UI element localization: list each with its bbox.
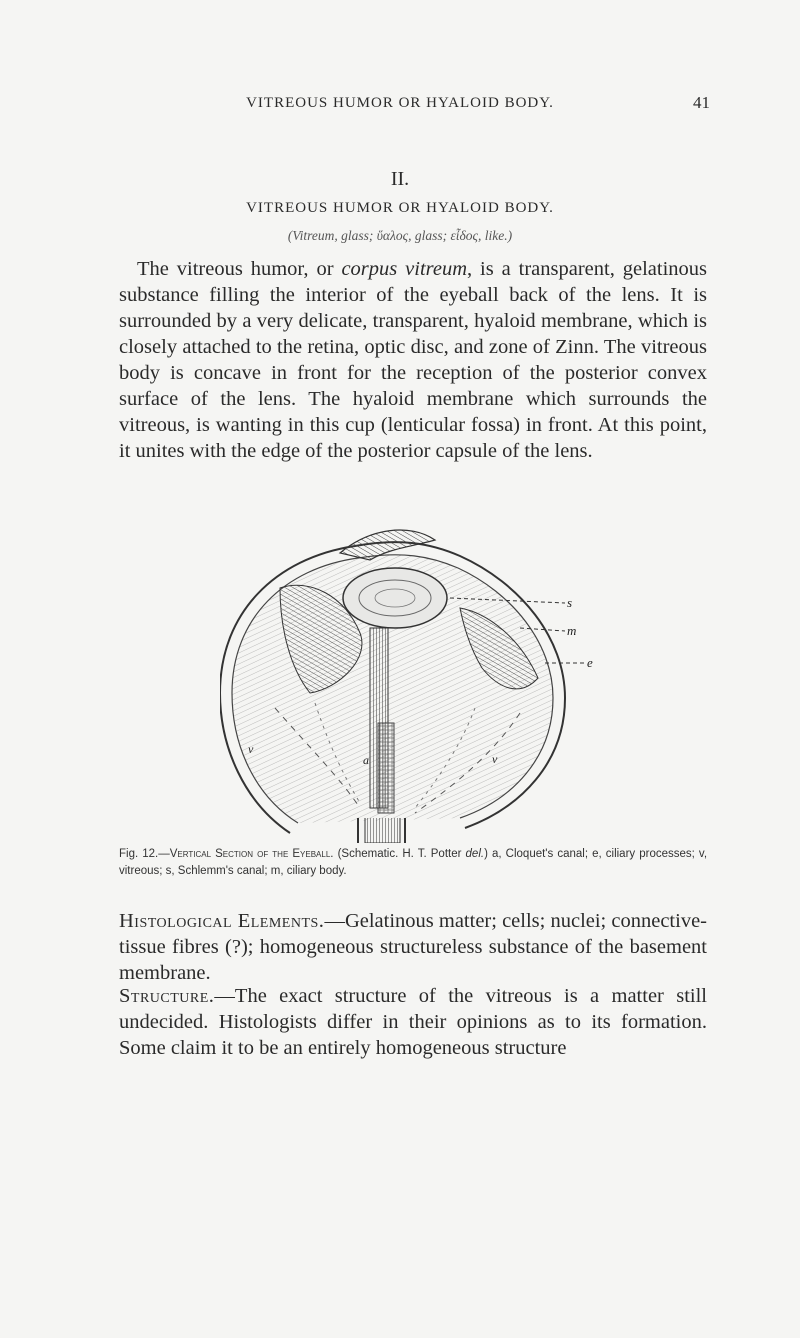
- running-head: [0, 95, 800, 119]
- chapter-title: VITREOUS HUMOR OR HYALOID BODY.: [246, 200, 554, 216]
- intro-paragraph: [119, 256, 707, 464]
- label-v-right: v: [492, 752, 498, 766]
- intro-part1: The vitreous humor, or: [137, 258, 342, 280]
- label-m: m: [567, 623, 577, 638]
- figure-caption: [119, 846, 707, 880]
- label-s: s: [567, 595, 573, 610]
- caption-fig: Fig. 12.—: [119, 848, 170, 860]
- etymology-line: (Vitreum, glass; ὕαλος, glass; εἶδος, like.): [287, 228, 513, 243]
- intro-emph: corpus vitreum: [341, 258, 468, 280]
- caption-del: del.: [465, 848, 485, 860]
- structure-heading: Structure.: [119, 985, 215, 1007]
- histological-text: —Gelatinous matter; cells; nuclei; connective-tissue fibres (?); homogeneous structureless substance of the basement membrane.: [119, 910, 707, 984]
- caption-credit: (Schematic. H. T. Potter: [333, 848, 466, 860]
- intro-part2: , is a transparent, gelatinous substance filling the interior of the eyeball back of the lens. It is surrounded by a very delicate, transparent, hyaloid membrane, which is closely attached to the retina, optic disc, and zone of Zinn. The vitreous body is concave in front for the reception of the posterior convex surface of the lens. The hyaloid membrane which surrounds the vitreous, is wanting in this cup (lenticular fossa) in front. At this point, it unites with the edge of the posterior capsule of the lens.: [119, 258, 707, 462]
- caption-close: ): [484, 848, 488, 860]
- eyeball-illustration: [220, 518, 600, 843]
- structure-paragraph: [119, 983, 707, 1061]
- running-head-title: VITREOUS HUMOR OR HYALOID BODY.: [246, 95, 554, 111]
- eyeball-figure: [220, 518, 600, 843]
- label-v-left: v: [248, 742, 254, 756]
- chapter-number: II.: [390, 168, 410, 190]
- structure-text: —The exact structure of the vitreous is a matter still undecided. Histologists differ in their opinions as to its formation. Some claim it to be an entirely homogeneous structure: [119, 985, 707, 1059]
- histological-heading: Histological Elements.: [119, 910, 325, 932]
- page-number: 41: [693, 93, 710, 112]
- label-e: e: [587, 655, 593, 670]
- histological-paragraph: [119, 908, 707, 986]
- label-a: a: [363, 753, 369, 767]
- caption-title: Vertical Section of the Eyeball.: [169, 848, 334, 860]
- caption-legend: a, Cloquet's canal; e, ciliary processes; v, vitreous; s, Schlemm's canal; m, ciliary body.: [119, 848, 708, 877]
